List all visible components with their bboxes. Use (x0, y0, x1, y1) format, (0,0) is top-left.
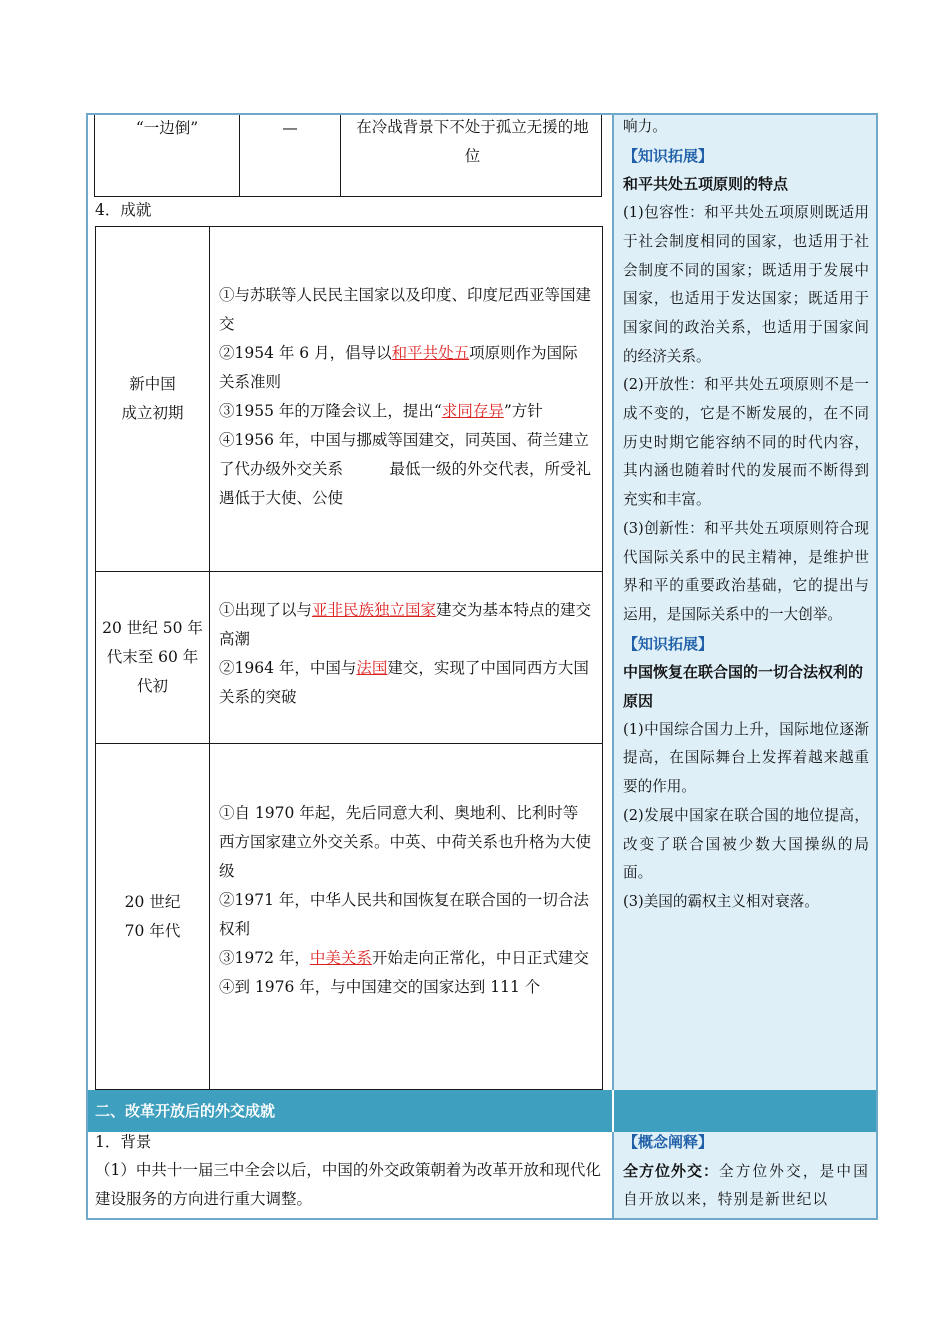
top-row-col2: — (282, 118, 298, 137)
section-title: 二、改革开放后的外交成就 (95, 1102, 276, 1120)
list-item: ④1956 年，中国与挪威等国建交，同英国、荷兰建立了代办级外交关系 最低一级的外交代表，所受礼遇低于大使、公使 (219, 431, 592, 507)
period-late-50s-60s (96, 572, 209, 743)
list-item: ②1964 年，中国与法国建交，实现了中国同西方大国关系的突破 (219, 659, 589, 706)
sidebar-title: 和平共处五项原则的特点 (623, 175, 789, 194)
period-line: 代末至 60 年 (106, 648, 199, 666)
list-item: ①与苏联等人民民主国家以及印度、印度尼西亚等国建交 (219, 286, 592, 333)
achievement-list (219, 596, 593, 712)
period-line: 新中国 (129, 375, 176, 393)
list-item: ①自 1970 年起，先后同意大利、奥地利、比利时等西方国家建立外交关系。中英、中荷关系也升格为大使级 (219, 804, 592, 880)
top-row-col3: 在冷战背景下不处于孤立无援的地位 (356, 118, 589, 165)
sidebar-paragraph: (2)发展中国家在联合国的地位提高，改变了联合国被少数大国操纵的局面。 (623, 806, 869, 882)
list-item: ②1954 年 6 月，倡导以和平共处五项原则作为国际关系准则 (219, 344, 578, 391)
period-line: 成立初期 (121, 404, 184, 422)
sidebar-paragraph: (3)创新性：和平共处五项原则符合现代国际关系中的民主精神，是维护世界和平的重要政治基础，它的提出与运用，是国际关系中的一大创举。 (623, 519, 869, 623)
achievement-list (219, 799, 593, 1002)
concept-box (623, 1128, 869, 1215)
sidebar-paragraph: (1)包容性：和平共处五项原则既适用于社会制度相同的国家，也适用于社会制度不同的国家；既适用于发展中国家，也适用于发达国家；既适用于国家间的政治关系，也适用于国家间的经济关系。 (623, 204, 869, 365)
concept-tag: 【概念阐释】 (623, 1133, 714, 1151)
background-text: （1）中共十一届三中全会以后，中国的外交政策朝着为改革开放和现代化建设服务的方向进行重大调整。 (95, 1161, 601, 1208)
sidebar-paragraph: (3)美国的霸权主义相对衰落。 (623, 892, 819, 910)
concept-paragraph: 全方位外交：全方位外交，是中国自开放以来，特别是新世纪以 (623, 1161, 869, 1209)
list-item: ②1971 年，中华人民共和国恢复在联合国的一切合法权利 (219, 891, 589, 938)
period-early-prc (96, 227, 209, 571)
knowledge-tag: 【知识拓展】 (623, 146, 714, 165)
period-line: 20 世纪 50 年 (102, 619, 203, 637)
period-line: 代初 (136, 677, 168, 695)
sidebar-paragraph: (1)中国综合国力上升，国际地位逐渐提高，在国际舞台上发挥着越来越重要的作用。 (623, 720, 869, 796)
period-line: 70 年代 (124, 921, 181, 940)
sidebar-content (623, 113, 869, 917)
achievement-list (219, 281, 593, 513)
section4-label: 4．成就 (95, 201, 152, 219)
section-divider (612, 1090, 614, 1132)
list-item: ①出现了以与亚非民族独立国家建交为基本特点的建交高潮 (219, 601, 592, 648)
sidebar-title: 中国恢复在联合国的一切合法权利的原因 (623, 663, 864, 711)
list-item: ③1955 年的万隆会议上，提出“求同存异”方针 (219, 402, 543, 420)
period-70s (96, 744, 209, 1089)
top-row-col1: “一边倒” (135, 118, 199, 137)
list-item: ④到 1976 年，与中国建交的国家达到 111 个 (219, 978, 541, 996)
sidebar-fragment: 响力。 (623, 118, 667, 135)
knowledge-tag: 【知识拓展】 (623, 634, 714, 653)
background-label: 1．背景 (95, 1133, 152, 1151)
list-item: ③1972 年，中美关系开始走向正常化，中日正式建交 (219, 949, 589, 967)
period-line: 20 世纪 (124, 892, 181, 911)
sidebar-paragraph: (2)开放性：和平共处五项原则不是一成不变的，它是不断发展的，在不同历史时期它能容纳不同的时代内容，其内涵也随着时代的发展而不断得到充实和丰富。 (623, 376, 869, 509)
